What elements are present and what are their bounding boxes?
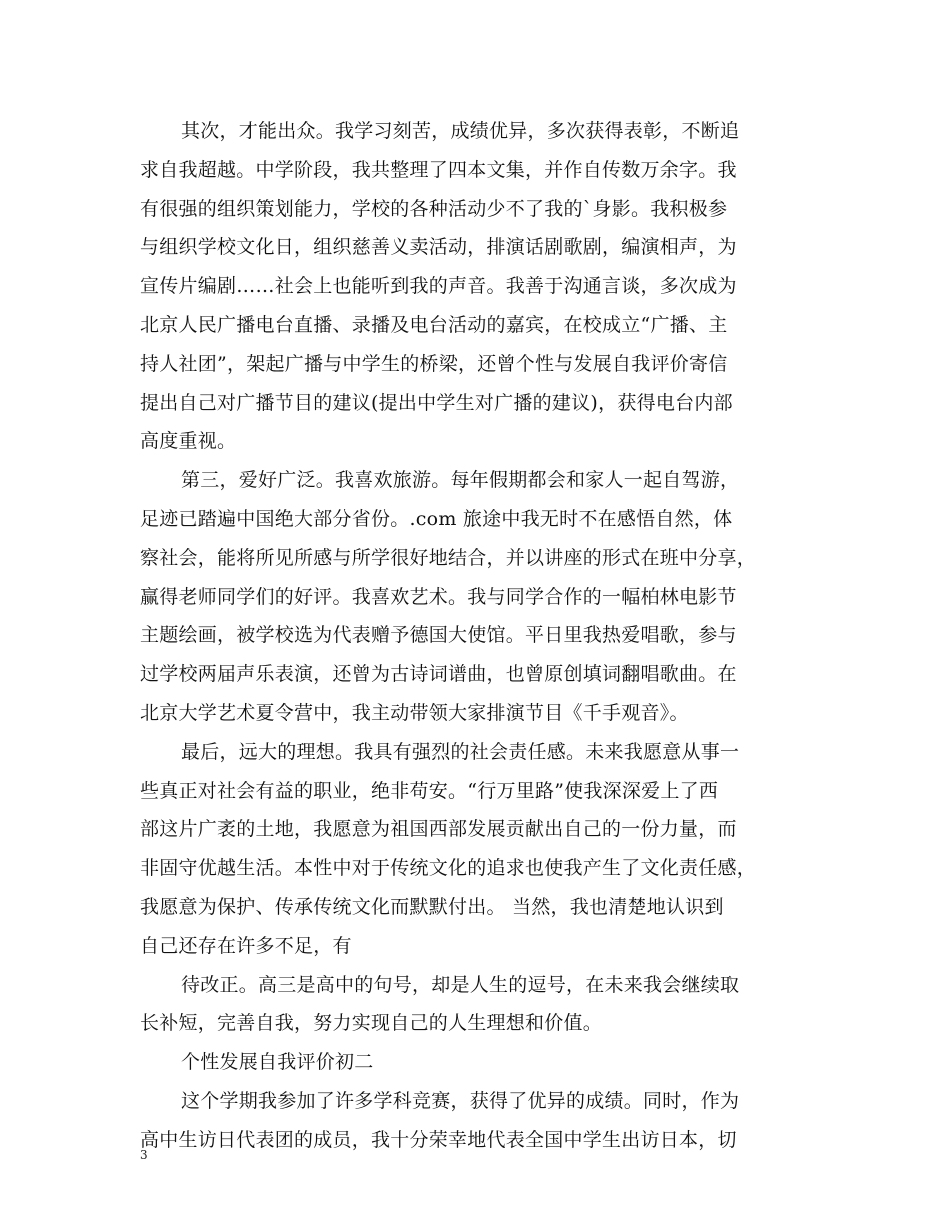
text-line: 提出自己对广播节目的建议(提出中学生对广播的建议)，获得电台内部 [140, 391, 733, 414]
document-body [140, 112, 816, 1160]
text-line: 个性发展自我评价初二 [181, 1051, 374, 1074]
text-line: 部这片广袤的土地，我愿意为祖国西部发展贡献出自己的一份力量，而 [140, 818, 737, 841]
text-line: 察社会，能将所见所感与所学很好地结合，并以讲座的形式在班中分享， [140, 546, 757, 569]
text-line: 主题绘画，被学校选为代表赠予德国大使馆。平日里我热爱唱歌，参与 [140, 624, 737, 647]
text-line: 有很强的组织策划能力，学校的各种活动少不了我的`身影。我积极参 [140, 197, 728, 220]
text-line: 高度重视。 [140, 430, 237, 453]
text-line: 求自我超越。中学阶段，我共整理了四本文集，并作自传数万余字。我 [140, 158, 737, 181]
text-line: 高中生访日代表团的成员，我十分荣幸地代表全国中学生出访日本，切 [140, 1128, 737, 1151]
text-line: 足迹已踏遍中国绝大部分省份。.com 旅途中我无时不在感悟自然，体 [140, 507, 733, 530]
text-line: 北京大学艺术夏令营中，我主动带领大家排演节目《千手观音》。 [140, 701, 689, 724]
text-line: 北京人民广播电台直播、录播及电台活动的嘉宾，在校成立“广播、主 [140, 313, 728, 336]
text-line: 宣传片编剧……社会上也能听到我的声音。我善于沟通言谈，多次成为 [140, 275, 737, 298]
text-line: 非固守优越生活。本性中对于传统文化的追求也使我产生了文化责任感， [140, 857, 757, 880]
text-line: 长补短，完善自我，努力实现自己的人生理想和价值。 [140, 1012, 603, 1035]
text-line: 最后，远大的理想。我具有强烈的社会责任感。未来我愿意从事一 [181, 740, 740, 763]
text-line: 其次，才能出众。我学习刻苦，成绩优异，多次获得表彰，不断追 [181, 120, 740, 142]
page-number: 3 [140, 1148, 148, 1162]
text-line: 第三，爱好广泛。我喜欢旅游。每年假期都会和家人一起自驾游， [181, 469, 740, 492]
text-line: 这个学期我参加了许多学科竞赛，获得了优异的成绩。同时，作为 [181, 1089, 740, 1112]
text-line: 过学校两届声乐表演，还曾为古诗词谱曲，也曾原创填词翻唱歌曲。在 [140, 663, 737, 686]
text-line: 些真正对社会有益的职业，绝非苟安。“行万里路”使我深深爱上了西 [140, 779, 719, 802]
text-line: 持人社团”，架起广播与中学生的桥梁，还曾个性与发展自我评价寄信 [140, 352, 728, 375]
text-line: 与组织学校文化日，组织慈善义卖活动，排演话剧歌剧，编演相声，为 [140, 236, 737, 259]
text-line: 我愿意为保护、传承传统文化而默默付出。 当然，我也清楚地认识到 [140, 895, 724, 918]
text-line: 待改正。高三是高中的句号，却是人生的逗号，在未来我会继续取 [181, 973, 740, 996]
text-line: 自己还存在许多不足，有 [140, 934, 352, 957]
text-line: 赢得老师同学们的好评。我喜欢艺术。我与同学合作的一幅柏林电影节 [140, 585, 737, 608]
